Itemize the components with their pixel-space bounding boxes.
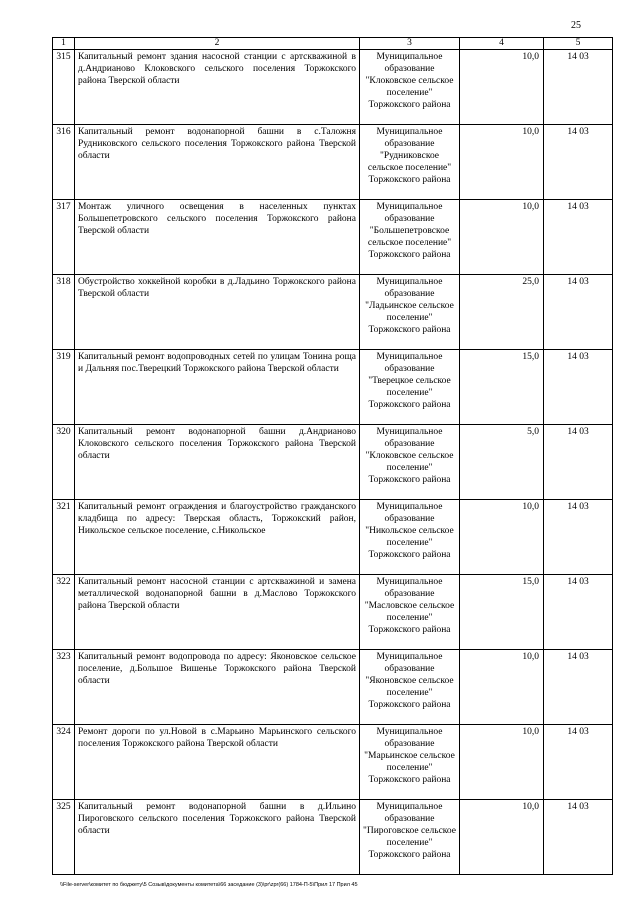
row-code: 14 03 [544,500,613,575]
row-description: Монтаж уличного освещения в населенных пунктах Большепетровского сельского поселения Торжокского района Тверской области [75,200,360,275]
row-description: Капитальный ремонт водонапорной башни д.Андрианово Клоковского сельского поселения Торжокского района Тверской области [75,425,360,500]
row-description: Капитальный ремонт водонапорной башни в д.Ильино Пироговского сельского поселения Торжокского района Тверской области [75,800,360,875]
row-recipient: Муниципальное образование "Марьинское сельское поселение" Торжокского района [360,725,460,800]
row-description: Капитальный ремонт водонапорной башни в с.Таложня Рудниковского сельского поселения Торжокского района Тверской области [75,125,360,200]
row-recipient: Муниципальное образование "Пироговское сельское поселение" Торжокского района [360,800,460,875]
row-code: 14 03 [544,650,613,725]
row-number: 323 [53,650,75,725]
table-row [53,275,613,350]
row-code: 14 03 [544,200,613,275]
row-description: Капитальный ремонт водопровода по адресу: Яконовское сельское поселение, д.Большое Вишенье Торжокского района Тверской области [75,650,360,725]
row-amount: 15,0 [460,350,544,425]
row-amount: 10,0 [460,200,544,275]
budget-table [52,37,613,875]
table-row [53,50,613,125]
table-row [53,425,613,500]
row-number: 320 [53,425,75,500]
file-path-footer: \\File-server\комитет по бюджету\5 Созыв\документы комитета\66 заседание (3)\pr\zpr(66) 1784-П-5\Прил 17 Прил 45 [60,882,358,888]
header-cell-2: 2 [75,38,360,50]
row-number: 321 [53,500,75,575]
row-number: 316 [53,125,75,200]
row-code: 14 03 [544,275,613,350]
row-amount: 10,0 [460,725,544,800]
row-recipient: Муниципальное образование "Тверецкое сельское поселение" Торжокского района [360,350,460,425]
row-number: 318 [53,275,75,350]
row-recipient: Муниципальное образование "Клоковское сельское поселение" Торжокского района [360,50,460,125]
row-description: Капитальный ремонт здания насосной станции с артскважиной в д.Андрианово Клоковского сельского поселения Торжокского района Тверской области [75,50,360,125]
row-amount: 10,0 [460,800,544,875]
row-number: 317 [53,200,75,275]
row-recipient: Муниципальное образование "Ладьинское сельское поселение" Торжокского района [360,275,460,350]
header-cell-4: 4 [460,38,544,50]
row-recipient: Муниципальное образование "Масловское сельское поселение" Торжокского района [360,575,460,650]
row-amount: 15,0 [460,575,544,650]
header-row [53,38,613,50]
page-number: 25 [571,20,581,31]
row-number: 324 [53,725,75,800]
table-row [53,125,613,200]
row-recipient: Муниципальное образование "Яконовское сельское поселение" Торжокского района [360,650,460,725]
row-recipient: Муниципальное образование "Рудниковское сельское поселение" Торжокского района [360,125,460,200]
row-amount: 10,0 [460,650,544,725]
row-code: 14 03 [544,425,613,500]
row-amount: 10,0 [460,50,544,125]
table-row [53,575,613,650]
table-row [53,350,613,425]
row-description: Капитальный ремонт насосной станции с артскважиной и замена металлической водонапорной башни в д.Маслово Торжокского района Тверской области [75,575,360,650]
row-number: 325 [53,800,75,875]
table-row [53,725,613,800]
row-number: 315 [53,50,75,125]
row-description: Капитальный ремонт ограждения и благоустройство гражданского кладбища по адресу: Тверская область, Торжокский район, Никольское сельское поселение, с.Никольское [75,500,360,575]
row-amount: 10,0 [460,125,544,200]
row-code: 14 03 [544,725,613,800]
row-code: 14 03 [544,575,613,650]
table-row [53,500,613,575]
row-code: 14 03 [544,125,613,200]
row-recipient: Муниципальное образование "Большепетровское сельское поселение" Торжокского района [360,200,460,275]
table-row [53,800,613,875]
header-cell-5: 5 [544,38,613,50]
row-recipient: Муниципальное образование "Клоковское сельское поселение" Торжокского района [360,425,460,500]
row-amount: 25,0 [460,275,544,350]
row-description: Капитальный ремонт водопроводных сетей по улицам Тонина роща и Дальняя пос.Тверецкий Торжокского района Тверской области [75,350,360,425]
row-amount: 5,0 [460,425,544,500]
row-description: Ремонт дороги по ул.Новой в с.Марьино Марьинского сельского поселения Торжокского района Тверской области [75,725,360,800]
row-code: 14 03 [544,800,613,875]
row-code: 14 03 [544,350,613,425]
row-description: Обустройство хоккейной коробки в д.Ладьино Торжокского района Тверской области [75,275,360,350]
header-cell-3: 3 [360,38,460,50]
row-amount: 10,0 [460,500,544,575]
row-recipient: Муниципальное образование "Никольское сельское поселение" Торжокского района [360,500,460,575]
table-row [53,200,613,275]
row-code: 14 03 [544,50,613,125]
row-number: 322 [53,575,75,650]
row-number: 319 [53,350,75,425]
header-cell-1: 1 [53,38,75,50]
table-row [53,650,613,725]
